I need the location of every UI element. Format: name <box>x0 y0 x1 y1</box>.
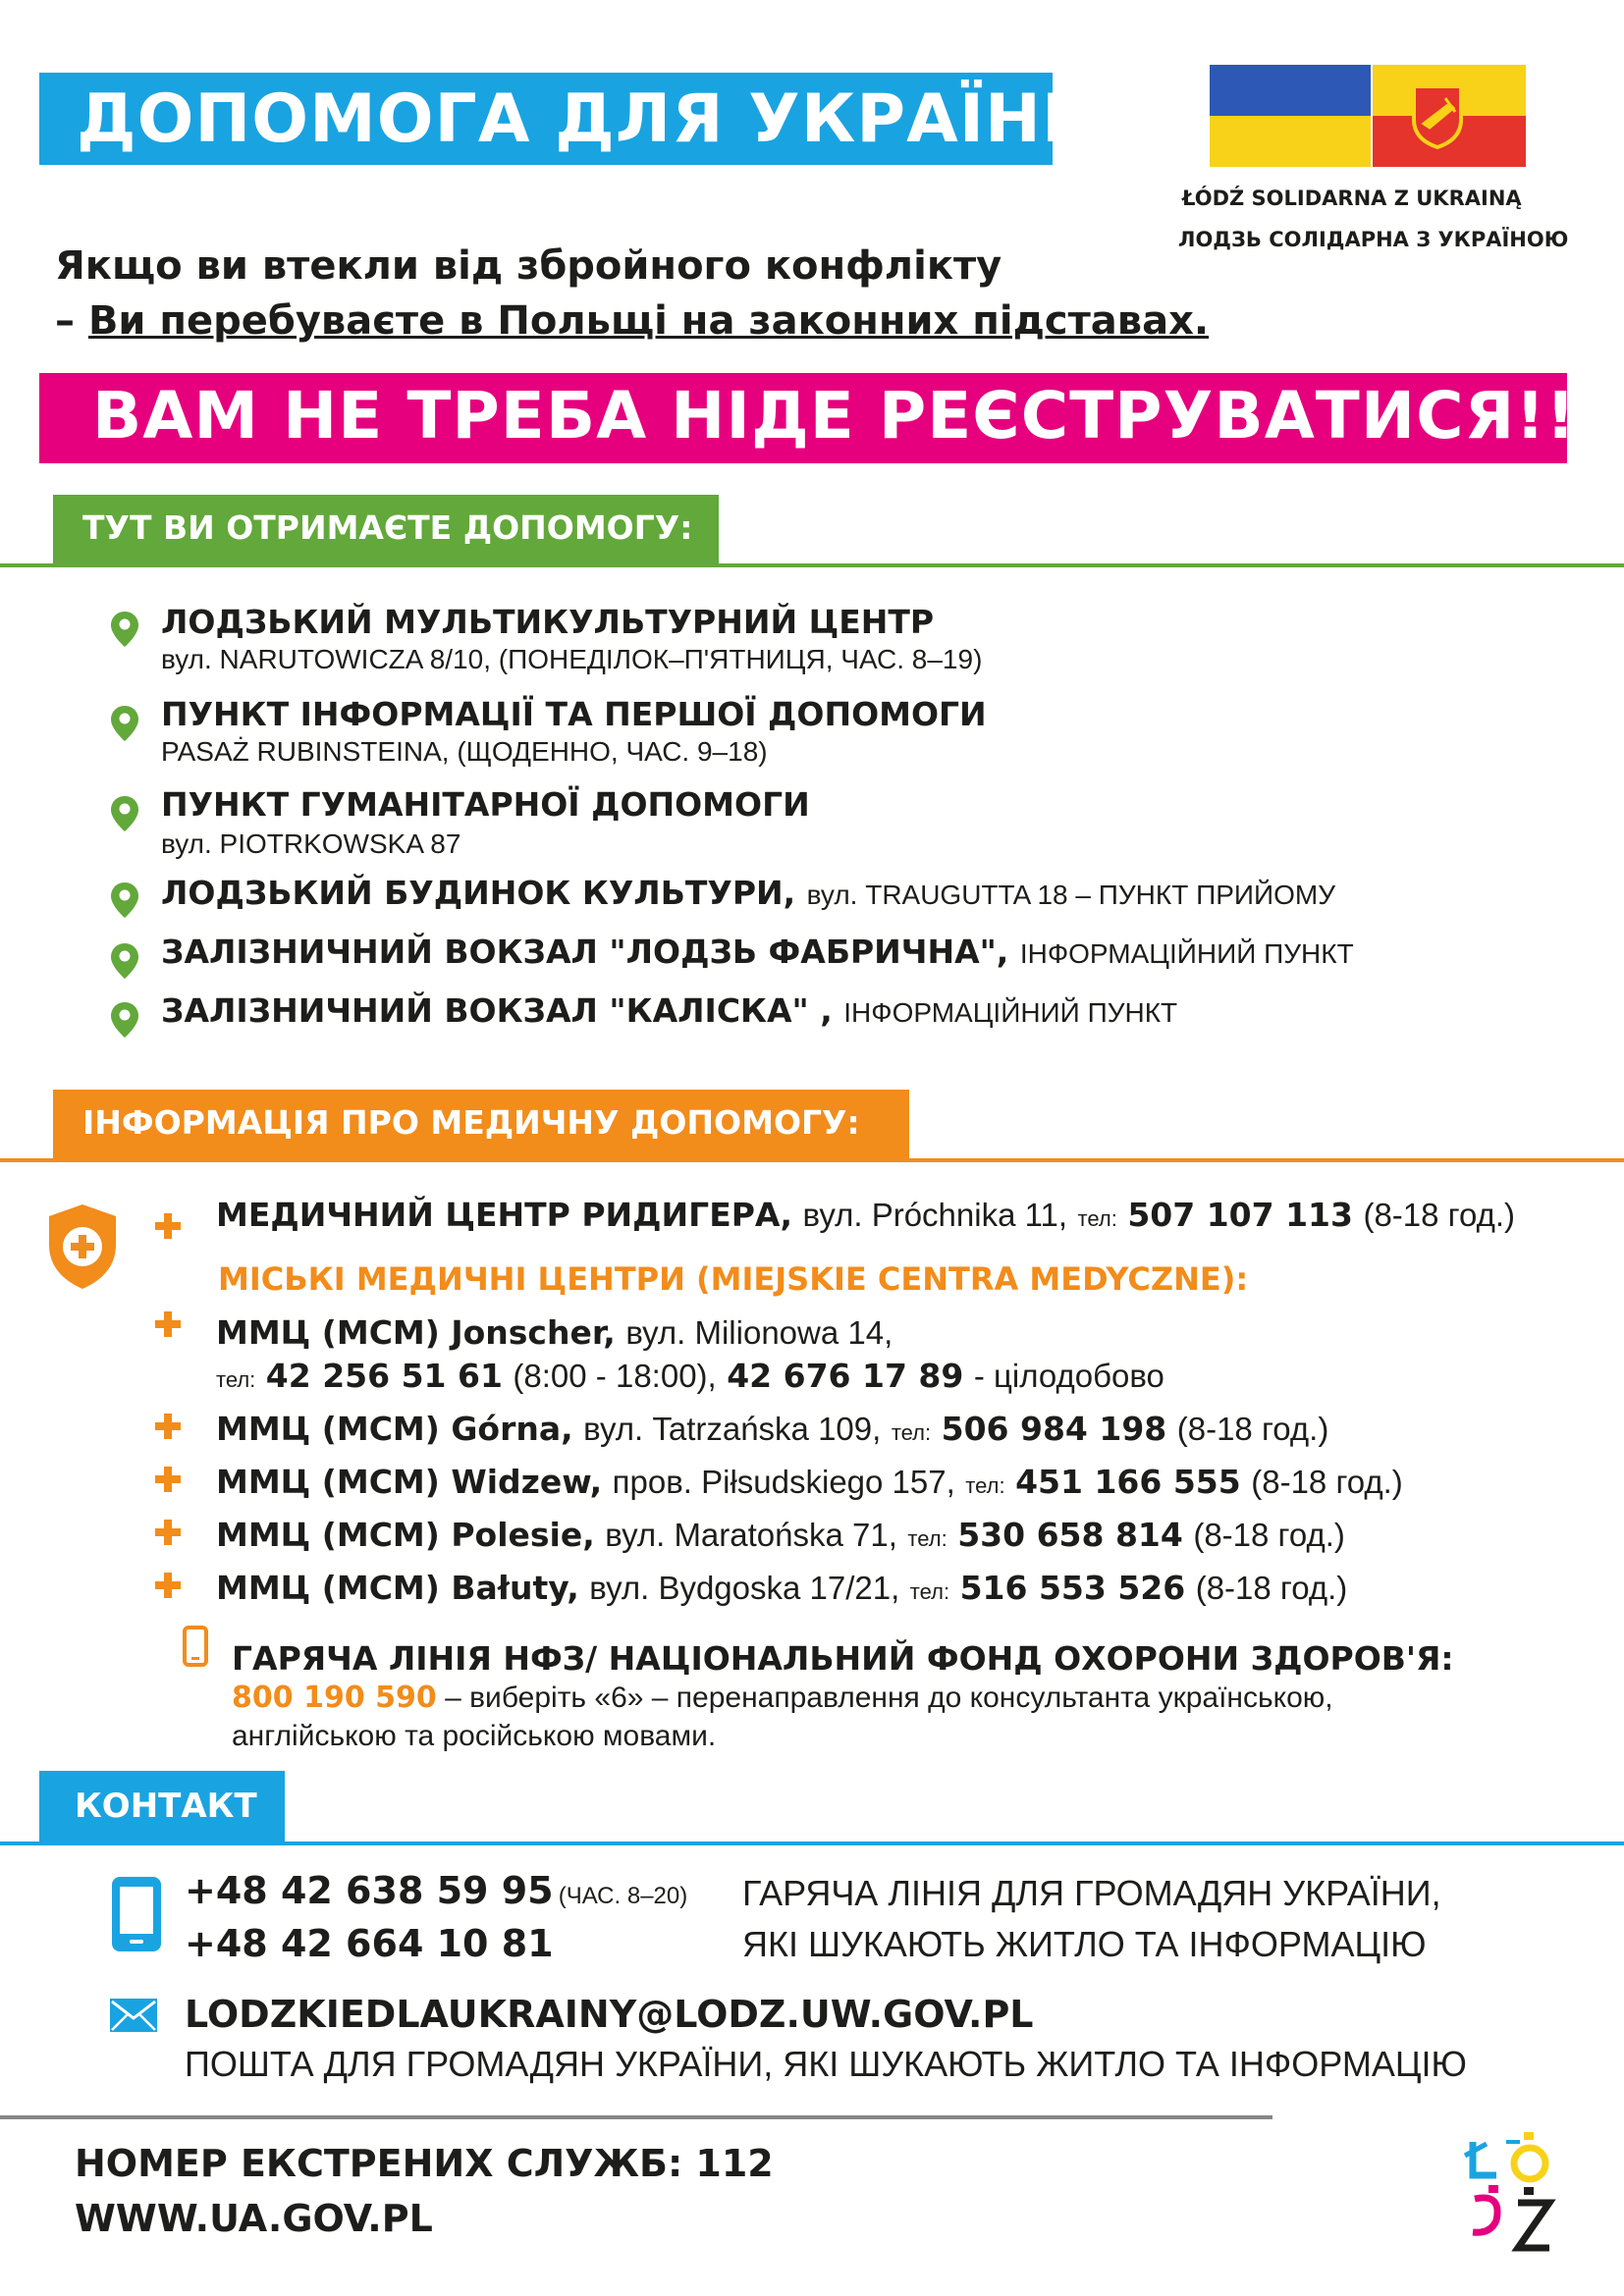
location-detail: PASAŻ RUBINSTEINA, (ЩОДЕННО, ЧАС. 9–18) <box>161 736 768 767</box>
plus-bullet-icon <box>155 1213 181 1239</box>
footer-divider <box>0 2115 1272 2119</box>
location-detail: вул. PIOTRKOWSKA 87 <box>161 828 461 859</box>
website-link[interactable]: WWW.UA.GOV.PL <box>75 2197 433 2240</box>
medical-section-heading: ІНФОРМАЦІЯ ПРО МЕДИЧНУ ДОПОМОГУ: <box>82 1103 860 1142</box>
envelope-icon <box>110 1999 157 2032</box>
no-registration-text: ВАМ НЕ ТРЕБА НІДЕ РЕЄСТРУВАТИСЯ!!! <box>92 378 1607 454</box>
solidarity-text-ua: ЛОДЗЬ СОЛІДАРНА З УКРАЇНОЮ <box>1178 228 1569 251</box>
phone-description-line-2: ЯКІ ШУКАЮТЬ ЖИТЛО ТА ІНФОРМАЦІЮ <box>742 1924 1427 1964</box>
plus-bullet-icon <box>155 1573 181 1598</box>
location-pin-icon <box>110 795 139 832</box>
location-pin-icon <box>110 881 139 919</box>
nfz-hotline-line-2: англійською та російською мовами. <box>232 1720 717 1752</box>
location-title: ПУНКТ ГУМАНІТАРНОЇ ДОПОМОГИ <box>161 785 810 824</box>
location-pin-icon <box>110 942 139 980</box>
medical-center-gorna: ММЦ (MCM) Górna, вул. Tatrzańska 109, тел: 506 984 198 (8-18 год.) <box>216 1410 1329 1448</box>
mobile-phone-icon <box>183 1626 208 1667</box>
location-title: ПУНКТ ІНФОРМАЦІЇ ТА ПЕРШОЇ ДОПОМОГИ <box>161 695 987 733</box>
page-title: ДОПОМОГА ДЛЯ УКРАЇНИ <box>77 80 1099 158</box>
location-detail: вул. NARUTOWICZA 8/10, (ПОНЕДІЛОК–П'ЯТНИЦЯ, ЧАС. 8–19) <box>161 644 983 674</box>
location-title: ЗАЛІЗНИЧНИЙ ВОКЗАЛ "КАЛІСКА" , ІНФОРМАЦІЙНИЙ ПУНКТ <box>161 991 1178 1030</box>
intro-line-1: Якщо ви втекли від збройного конфлікту <box>55 243 1002 289</box>
ukraine-flag <box>1210 65 1371 167</box>
city-centers-heading: МІСЬКІ МЕДИЧНІ ЦЕНТРИ (MIEJSKIE CENTRA MEDYCZNE): <box>218 1260 1249 1298</box>
email-description: ПОШТА ДЛЯ ГРОМАДЯН УКРАЇНИ, ЯКІ ШУКАЮТЬ ЖИТЛО ТА ІНФОРМАЦІЮ <box>185 2044 1467 2084</box>
plus-bullet-icon <box>155 1414 181 1439</box>
solidarity-text-pl: ŁÓDŹ SOLIDARNA Z UKRAINĄ <box>1182 187 1522 210</box>
plus-bullet-icon <box>155 1311 181 1337</box>
smartphone-icon <box>112 1877 161 1951</box>
contact-email-link[interactable]: LODZKIEDLAUKRAINY@LODZ.UW.GOV.PL <box>185 1993 1034 2036</box>
contact-phone-1: +48 42 638 59 95 (ЧАС. 8–20) <box>185 1869 688 1912</box>
emergency-number: НОМЕР ЕКСТРЕНИХ СЛУЖБ: 112 <box>75 2142 774 2185</box>
medical-shield-icon <box>43 1201 122 1292</box>
medical-center-rydygier: МЕДИЧНИЙ ЦЕНТР РИДИГЕРА, вул. Próchnika 11, тел: 507 107 113 (8-18 год.) <box>216 1196 1516 1234</box>
phone-description-line-1: ГАРЯЧА ЛІНІЯ ДЛЯ ГРОМАДЯН УКРАЇНИ, <box>742 1873 1441 1913</box>
nfz-hotline-title: ГАРЯЧА ЛІНІЯ НФЗ/ НАЦІОНАЛЬНИЙ ФОНД ОХОРОНИ ЗДОРОВ'Я: <box>232 1639 1454 1678</box>
medical-center-polesie: ММЦ (MCM) Polesie, вул. Maratońska 71, тел: 530 658 814 (8-18 год.) <box>216 1516 1345 1554</box>
medical-center-baluty: ММЦ (MCM) Bałuty, вул. Bydgoska 17/21, тел: 516 553 526 (8-18 год.) <box>216 1569 1348 1607</box>
medical-center-jonscher: ММЦ (MCM) Jonscher, вул. Milionowa 14, <box>216 1313 893 1352</box>
plus-bullet-icon <box>155 1520 181 1545</box>
intro-line-2: – Ви перебуваєте в Польщі на законних підставах. <box>55 298 1210 344</box>
location-pin-icon <box>110 1001 139 1039</box>
medical-center-widzew: ММЦ (MCM) Widzew, пров. Piłsudskiego 157, тел: 451 166 555 (8-18 год.) <box>216 1463 1403 1501</box>
nfz-hotline-line-1: 800 190 590 – виберіть «6» – перенаправлення до консультанта українською, <box>232 1681 1333 1715</box>
location-title: ЛОДЗЬКИЙ МУЛЬТИКУЛЬТУРНИЙ ЦЕНТР <box>161 603 935 641</box>
location-title: ЛОДЗЬКИЙ БУДИНОК КУЛЬТУРИ, вул. TRAUGUTTA 18 – ПУНКТ ПРИЙОМУ <box>161 874 1336 912</box>
location-pin-icon <box>110 611 139 648</box>
help-section-heading: ТУТ ВИ ОТРИМАЄТЕ ДОПОМОГУ: <box>82 508 693 547</box>
plus-bullet-icon <box>155 1467 181 1492</box>
location-title: ЗАЛІЗНИЧНИЙ ВОКЗАЛ "ЛОДЗЬ ФАБРИЧНА", ІНФОРМАЦІЙНИЙ ПУНКТ <box>161 933 1354 971</box>
medical-center-jonscher-phones: тел: 42 256 51 61 (8:00 - 18:00), 42 676 17 89 - цілодобово <box>216 1357 1164 1395</box>
lodz-coat-of-arms-icon <box>1410 82 1465 149</box>
contact-section-heading: КОНТАКТ <box>75 1787 257 1826</box>
lodz-city-logo-icon <box>1463 2126 1557 2264</box>
location-pin-icon <box>110 705 139 742</box>
contact-phone-2: +48 42 664 10 81 <box>185 1922 554 1965</box>
